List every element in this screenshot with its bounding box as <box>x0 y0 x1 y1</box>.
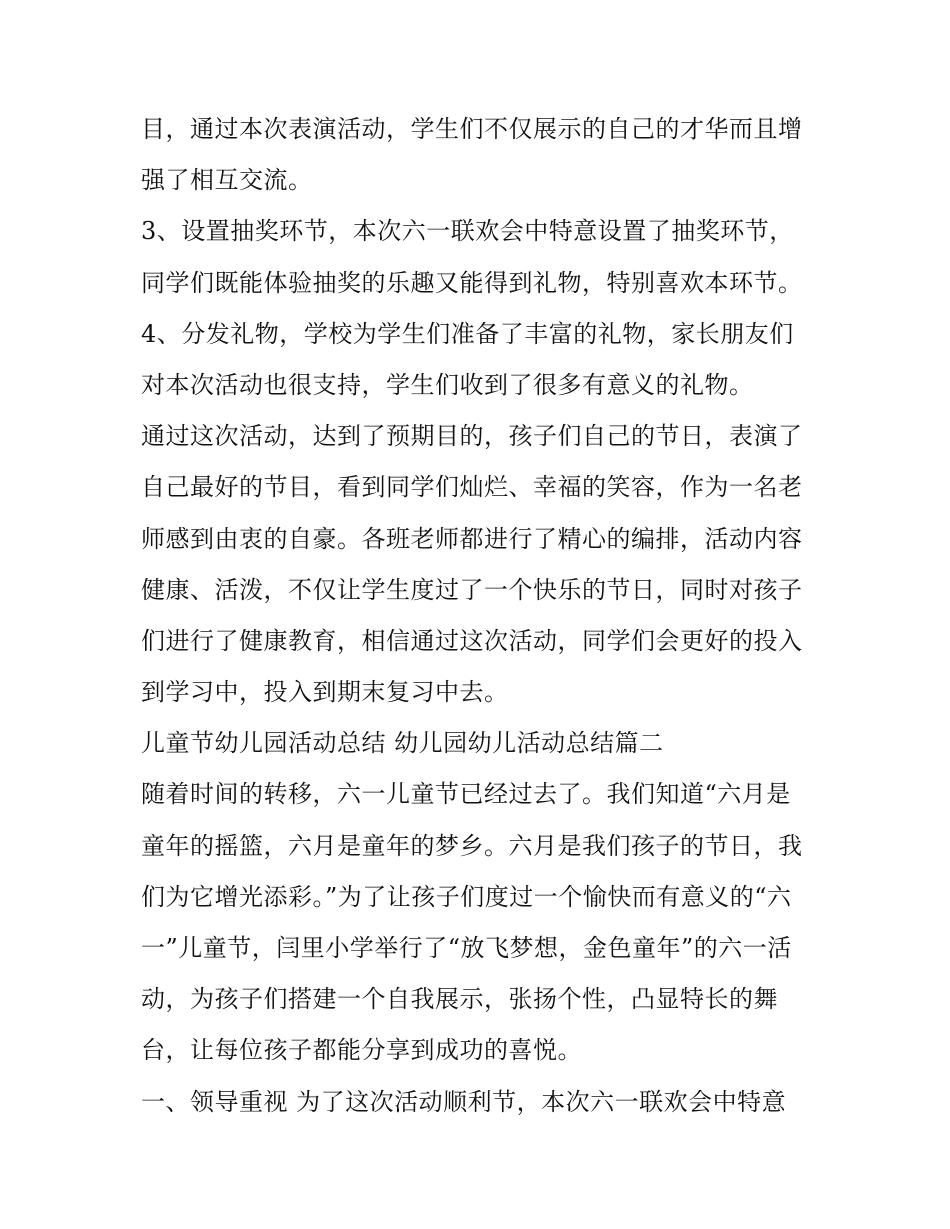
text-line: 动，为孩子们搭建一个自我展示，张扬个性，凸显特长的舞 <box>141 985 778 1014</box>
section-heading: 儿童节幼儿园活动总结 幼儿园幼儿活动总结篇二 <box>141 729 664 758</box>
text-line: 对本次活动也很支持，学生们收到了很多有意义的礼物。 <box>141 370 754 399</box>
text-line: 到学习中，投入到期末复习中去。 <box>141 678 509 707</box>
text-line: 健康、活泼，不仅让学生度过了一个快乐的节日，同时对孩子 <box>141 575 803 604</box>
text-line: 师感到由衷的自豪。各班老师都进行了精心的编排，活动内容 <box>141 524 803 553</box>
text-line: 目，通过本次表演活动，学生们不仅展示的自己的才华而且增 <box>141 115 803 143</box>
text-line: 一、领导重视 为了这次活动顺利节，本次六一联欢会中特意 <box>141 1087 787 1116</box>
text-line: 一”儿童节，闫里小学举行了“放飞梦想，金色童年”的六一活 <box>141 934 792 962</box>
text-line: 们为它增光添彩。”为了让孩子们度过一个愉快而有意义的“六 <box>141 882 792 911</box>
text-line: 随着时间的转移，六一儿童节已经过去了。我们知道“六月是 <box>141 780 791 809</box>
text-line: 4、分发礼物，学校为学生们准备了丰富的礼物，家长朋友们 <box>141 319 794 348</box>
text-line: 同学们既能体验抽奖的乐趣又能得到礼物，特别喜欢本环节。 <box>141 268 803 297</box>
text-line: 们进行了健康教育，相信通过这次活动，同学们会更好的投入 <box>141 626 803 655</box>
text-line: 台，让每位孩子都能分享到成功的喜悦。 <box>141 1036 582 1065</box>
body-text <box>141 104 821 1128</box>
text-line: 自己最好的节目，看到同学们灿烂、幸福的笑容，作为一名老 <box>141 473 803 502</box>
text-line: 通过这次活动，达到了预期目的，孩子们自己的节日，表演了 <box>141 422 803 451</box>
text-line: 3、设置抽奖环节，本次六一联欢会中特意设置了抽奖环节， <box>141 217 794 246</box>
text-line: 童年的摇篮，六月是童年的梦乡。六月是我们孩子的节日，我 <box>141 831 803 860</box>
text-line: 强了相互交流。 <box>141 166 313 195</box>
